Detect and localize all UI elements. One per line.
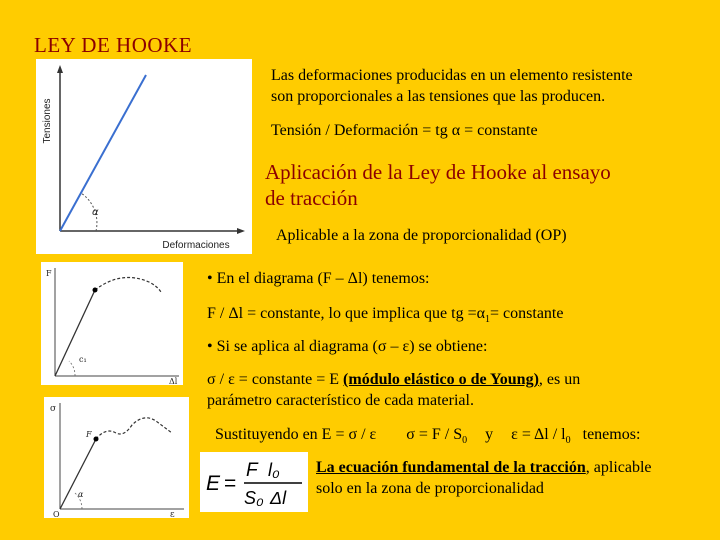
young-modulus-text: σ / ε = constante = E: [207, 371, 344, 388]
relation-line: Tensión / Deformación = tg α = constante: [271, 122, 538, 139]
formula-length: l₀: [268, 460, 280, 480]
area-subscript: 0: [462, 435, 468, 447]
stress-strain-graph: [36, 59, 252, 254]
application-heading-line-2: de tracción: [265, 186, 358, 210]
bullet-stress-diagram: • Si se aplica al diagrama (σ – ε) se obtiene:: [207, 338, 488, 355]
x-axis-label: ε: [170, 510, 175, 518]
length-subscript: 0: [565, 435, 571, 447]
hooke-formula-graphic: [200, 452, 308, 512]
formula-lhs: E: [206, 472, 221, 495]
substitution-stress: σ = F / S: [406, 426, 463, 443]
origin-label: O: [53, 510, 60, 518]
intro-line-2: son proporcionales a las tensiones que las producen.: [271, 88, 606, 105]
stress-strain-curve-graph: [44, 397, 189, 518]
conclusion-rest: , aplicable: [585, 459, 652, 476]
linear-segment: [55, 290, 95, 376]
force-ratio-result: [207, 303, 563, 330]
force-elongation-graph: [41, 262, 183, 385]
angle-label: α: [92, 207, 99, 218]
substitution-tail: tenemos:: [582, 426, 641, 443]
angle-label: α: [78, 490, 84, 499]
substitution-strain: ε = Δl / l: [511, 426, 566, 443]
intro-paragraph: [271, 65, 701, 107]
conclusion-line-1: [316, 457, 716, 478]
y-axis-label: F: [46, 269, 52, 278]
force-ratio-text: F / Δl = constante, lo que implica que tg =α: [207, 305, 486, 322]
page-title: LEY DE HOOKE: [34, 33, 193, 57]
force-ratio-constant: = constante: [490, 305, 564, 322]
conclusion-underlined: La ecuación fundamental de la tracción: [316, 459, 586, 476]
plastic-curve: [96, 418, 172, 439]
application-heading: [265, 159, 611, 211]
bullet-force-diagram: • En el diagrama (F – Δl) tenemos:: [207, 270, 430, 287]
young-modulus-paragraph: [207, 369, 677, 411]
y-axis-label: σ: [50, 404, 57, 414]
angle-arc: [69, 361, 75, 376]
formula-area: S₀: [244, 488, 264, 508]
point-label: c₁: [79, 355, 87, 364]
substitution-and: y: [485, 426, 494, 443]
formula-elongation: Δl: [270, 488, 287, 508]
plastic-curve: [95, 278, 161, 293]
substitution-young: Sustituyendo en E = σ / ε: [215, 426, 377, 443]
young-modulus-underlined: (módulo elástico o de Young): [343, 371, 539, 388]
application-heading-line-1: Aplicación de la Ley de Hooke al ensayo: [265, 160, 611, 184]
stress-strain-curve-figure: [44, 397, 189, 518]
stress-strain-figure: [36, 59, 252, 254]
force-elongation-figure: [41, 262, 183, 385]
proportional-limit-point: [94, 437, 99, 442]
formula-equals: =: [224, 472, 237, 495]
young-modulus-line-1: [207, 369, 677, 390]
formula-force: F: [246, 460, 258, 481]
substitution-line: [215, 424, 640, 451]
y-axis-arrow: [57, 65, 63, 73]
young-modulus-suffix: , es un: [538, 371, 581, 388]
x-axis-label: Deformaciones: [162, 240, 230, 251]
linear-segment: [60, 75, 146, 231]
hooke-formula: [200, 452, 308, 512]
x-axis-arrow: [237, 228, 245, 234]
conclusion-line-2: solo en la zona de proporcionalidad: [316, 480, 544, 497]
x-axis-label: Δl: [169, 377, 178, 385]
young-modulus-line-2: parámetro característico de cada material.: [207, 392, 474, 409]
y-axis-label: Tensiones: [42, 98, 53, 144]
point-label: F: [86, 430, 92, 439]
proportional-limit-point: [93, 288, 98, 293]
intro-line-1: Las deformaciones producidas en un elemento resistente: [271, 67, 633, 84]
alpha-subscript: 1: [485, 314, 491, 326]
conclusion-paragraph: [316, 457, 716, 499]
application-scope: Aplicable a la zona de proporcionalidad (OP): [276, 227, 567, 244]
